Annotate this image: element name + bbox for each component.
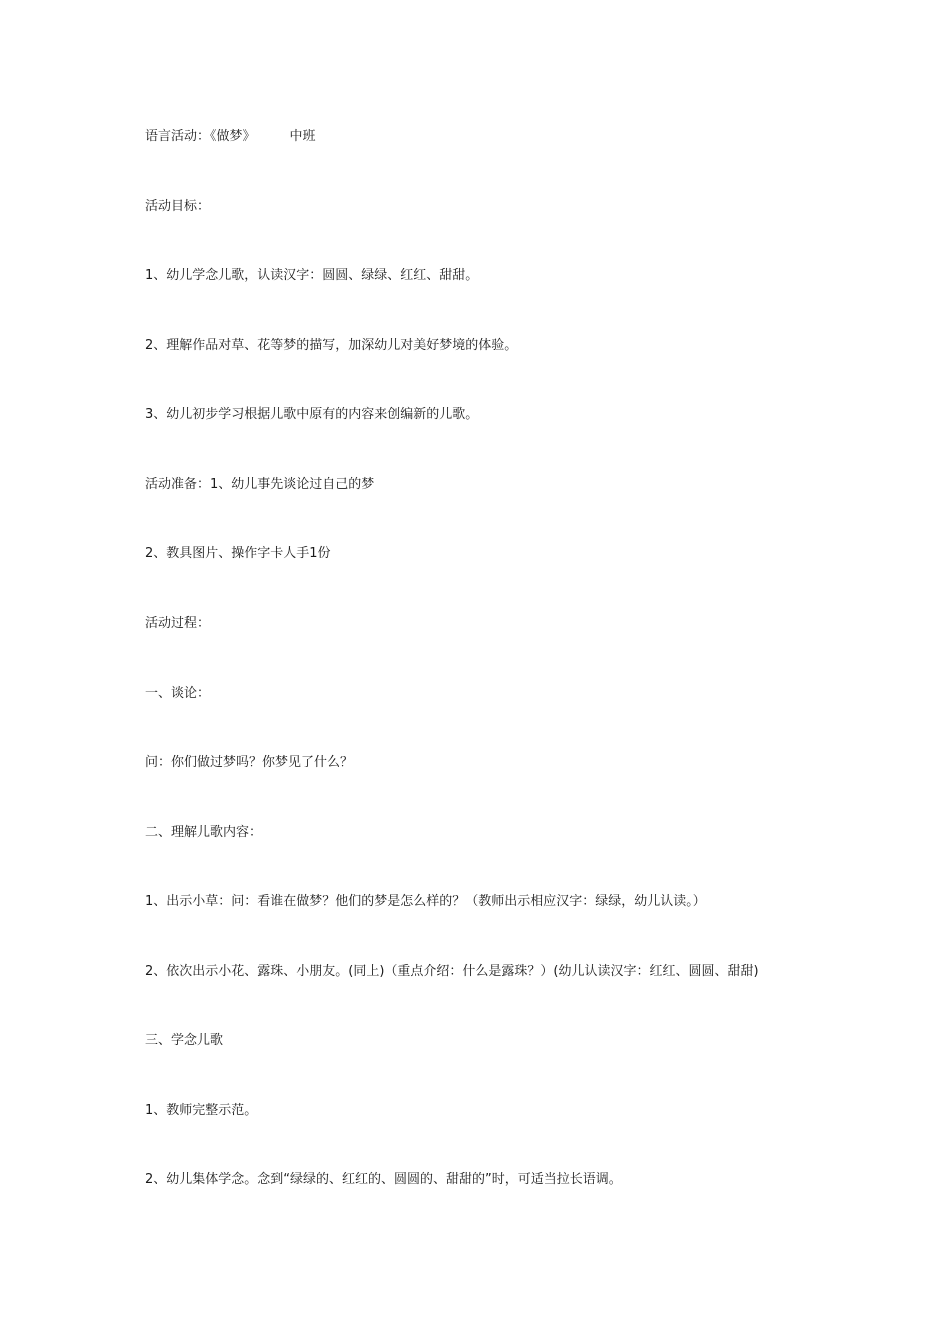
goal-item-3: 3、幼儿初步学习根据儿歌中原有的内容来创编新的儿歌。 [145, 407, 479, 422]
section-2-step-2: 2、依次出示小花、露珠、小朋友。(同上)（重点介绍：什么是露珠？）(幼儿认读汉字：红红、圆圆、甜甜) [145, 964, 759, 979]
goals-heading: 活动目标： [145, 199, 211, 214]
preparation-item-2: 2、教具图片、操作字卡人手1份 [145, 546, 331, 561]
section-3-step-1: 1、教师完整示范。 [145, 1103, 258, 1118]
activity-title: 语言活动：《做梦》 [145, 129, 256, 144]
goal-item-2: 2、理解作品对草、花等梦的描写，加深幼儿对美好梦境的体验。 [145, 338, 518, 353]
preparation-item-1: 活动准备：1、幼儿事先谈论过自己的梦 [145, 477, 375, 492]
section-1-heading: 一、谈论： [145, 686, 211, 701]
section-3-heading: 三、学念儿歌 [145, 1033, 224, 1048]
class-level: 中班 [289, 129, 316, 144]
goal-item-1: 1、幼儿学念儿歌，认读汉字：圆圆、绿绿、红红、甜甜。 [145, 268, 479, 283]
process-heading: 活动过程： [145, 616, 211, 631]
section-1-question: 问：你们做过梦吗？你梦见了什么？ [145, 755, 354, 770]
document-title-line [145, 128, 316, 146]
section-3-step-2: 2、幼儿集体学念。念到“绿绿的、红红的、圆圆的、甜甜的”时，可适当拉长语调。 [145, 1172, 622, 1187]
section-2-step-1: 1、出示小草：问：看谁在做梦？他们的梦是怎么样的？（教师出示相应汉字：绿绿，幼儿认读。） [145, 894, 706, 909]
section-2-heading: 二、理解儿歌内容： [145, 825, 263, 840]
